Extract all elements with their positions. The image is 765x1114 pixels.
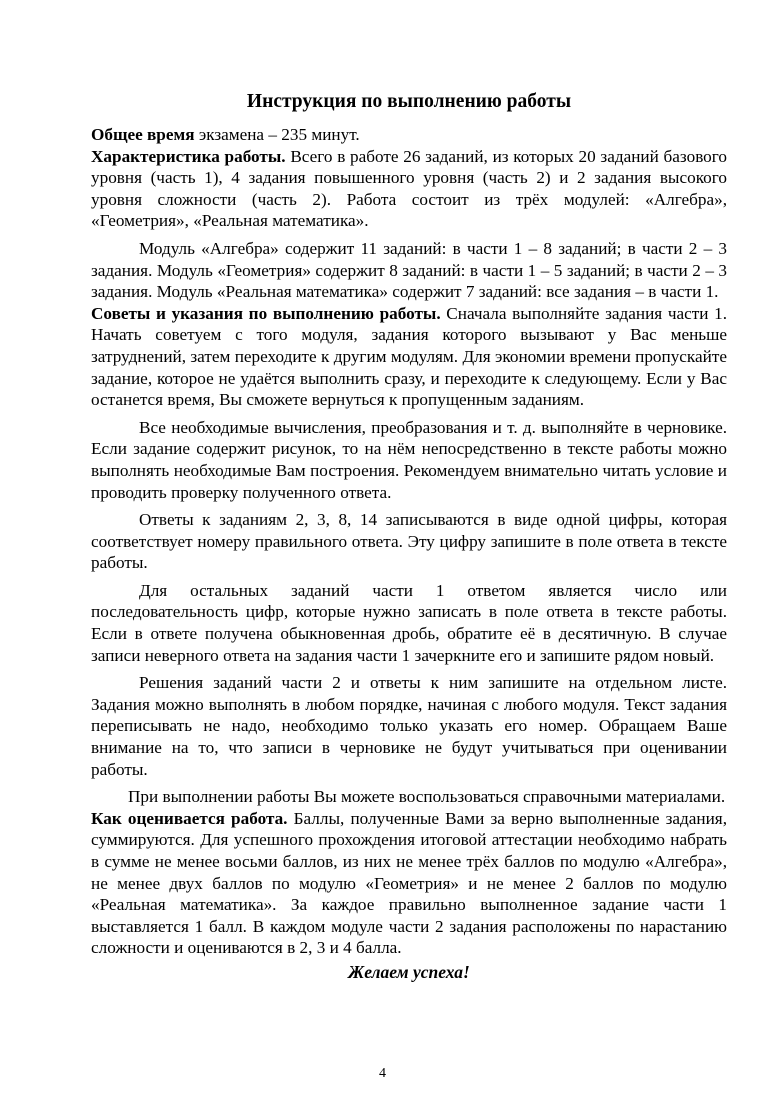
drafts-paragraph: Все необходимые вычисления, преобразования и т. д. выполняйте в черновике. Если задание содержит рисунок, то на нём непосредственно в тексте работы можно выполнять необходимые Вам построения. Рекомендуем внимательно читать условие и проводить проверку полученного ответа. xyxy=(91,417,727,502)
advice-lead: Советы и указания по выполнению работы. xyxy=(91,303,441,323)
other-answers-paragraph: Для остальных заданий части 1 ответом является число или последовательность цифр, которые нужно записать в поле ответа в тексте работы. Если в ответе получена обыкновенная дробь, обратите её в десятичную. В случае записи неверного ответа на задания части 1 зачеркните его и запишите рядом новый. xyxy=(91,580,727,665)
part2-solutions-paragraph: Решения заданий части 2 и ответы к ним запишите на отдельном листе. Задания можно выполнять в любом порядке, начиная с любого модуля. Текст задания переписывать не надо, необходимо только указать его номер. Обращаем Ваше внимание на то, что записи в черновике не будут учитываться при оценивании работы. xyxy=(91,673,727,779)
exam-time-text: экзамена – 235 минут. xyxy=(194,125,360,144)
page-title: Инструкция по выполнению работы xyxy=(246,91,572,112)
exam-time-lead: Общее время xyxy=(91,125,195,144)
closing-wish: Желаем успеха! xyxy=(348,961,470,982)
instruction-page xyxy=(91,90,727,984)
advice-text: Сначала выполняйте задания части 1. Начать советуем с того модуля, задания которого вызывают у Вас меньше затруднений, затем переходите к другим модулям. Для экономии времени пропускайте задание, которое не удаётся выполнить сразу, и переходите к следующему. Если у Вас останется время, Вы сможете вернуться к пропущенным заданиям. xyxy=(91,303,727,410)
advice-paragraph xyxy=(91,303,727,411)
page-number: 4 xyxy=(379,1066,386,1081)
characteristic-paragraph xyxy=(91,146,727,232)
characteristic-lead: Характеристика работы. xyxy=(91,146,286,166)
grading-lead: Как оценивается работа. xyxy=(91,808,288,828)
reference-materials-paragraph: При выполнении работы Вы можете воспользоваться справочными материалами. xyxy=(128,787,726,807)
grading-paragraph xyxy=(91,808,727,959)
characteristic-text: Всего в работе 26 заданий, из которых 20 заданий базового уровня (часть 1), 4 задания повышенного уровня (часть 2) и 2 задания высокого уровня сложности (часть 2). Работа состоит из трёх модулей: «Алгебра», «Геометрия», «Реальная математика». xyxy=(91,146,727,231)
single-digit-answers-paragraph: Ответы к заданиям 2, 3, 8, 14 записываются в виде одной цифры, которая соответствует номеру правильного ответа. Эту цифру запишите в поле ответа в тексте работы. xyxy=(91,510,727,573)
grading-text: Баллы, полученные Вами за верно выполненные задания, суммируются. Для успешного прохождения итоговой аттестации необходимо набрать в сумме не менее восьми баллов, из них не менее трёх баллов по модулю «Алгебра», не менее двух баллов по модулю «Геометрия» и не менее 2 баллов по модулю «Реальная математика». За каждое правильно выполненное задание части 1 выставляется 1 балл. В каждом модуле части 2 задания расположены по нарастанию сложности и оцениваются в 2, 3 и 4 балла. xyxy=(91,808,727,958)
exam-time-paragraph xyxy=(91,124,727,146)
modules-paragraph: Модуль «Алгебра» содержит 11 заданий: в части 1 – 8 заданий; в части 2 – 3 задания. Модуль «Геометрия» содержит 8 заданий: в части 1 – 5 заданий; в части 2 – 3 задания. Модуль «Реальная математика» содержит 7 заданий: все задания – в части 1. xyxy=(91,238,727,302)
